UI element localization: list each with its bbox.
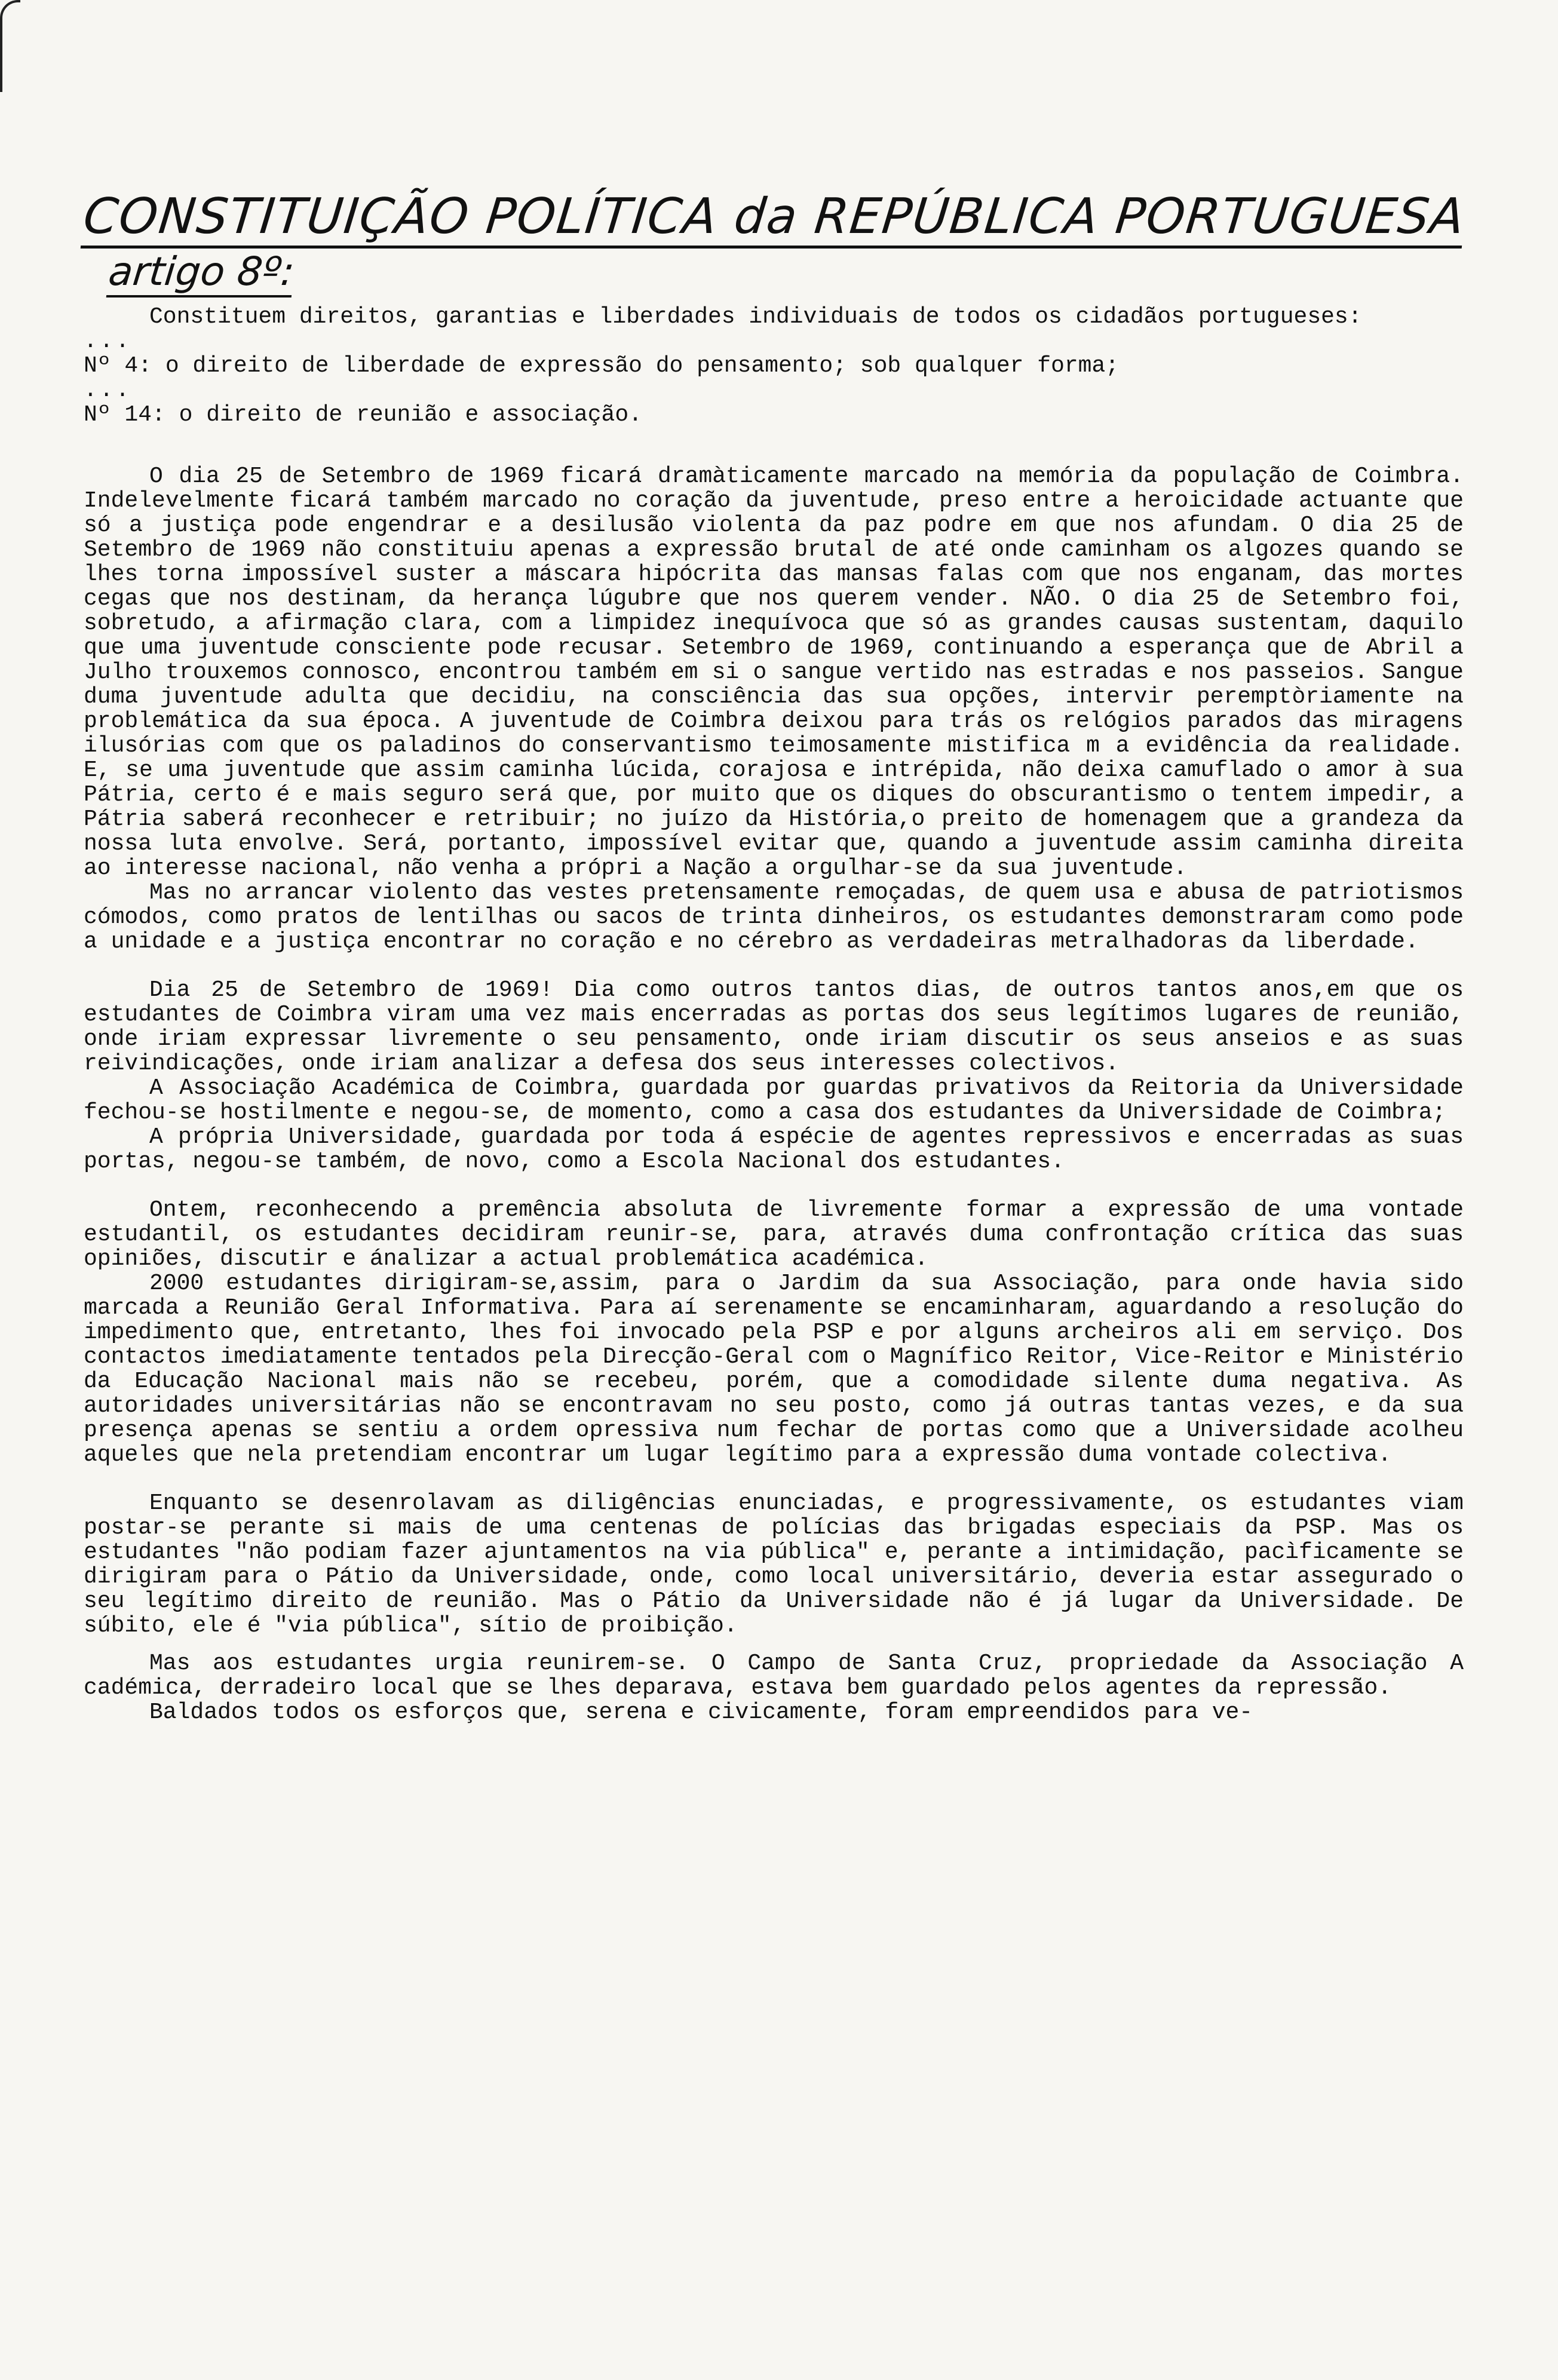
paragraph-9: Mas aos estudantes urgia reunirem-se. O Campo de Santa Cruz, propriedade da Associação A cadémica, derradeiro local que se lhes deparava, estava bem guardado pelos agentes da repressão. xyxy=(84,1651,1464,1701)
paragraph-3: Dia 25 de Setembro de 1969! Dia como outros tantos dias, de outros tantos anos,em que os estudantes de Coimbra viram uma vez mais encerradas as portas dos seus legítimos lugares de reunião, onde iriam expressar livremente o seu pensamento, onde iriam discutir os seus anseios e as suas reivindicações, onde iriam analizar a defesa dos seus interesses colectivos. xyxy=(84,977,1464,1076)
paragraph-6: Ontem, reconhecendo a premência absoluta de livremente formar a expressão de uma vontade estudantil, os estudantes decidiram reunir-se, para, através duma confrontação crítica das suas opiniões, discutir e ánalizar a actual problemática académica. xyxy=(84,1197,1464,1272)
paragraph-8: Enquanto se desenrolavam as diligências enunciadas, e progressivamente, os estudantes viam postar-se perante si mais de uma centenas de polícias das brigadas especiais da PSP. Mas os estudantes "não podiam fazer ajuntamentos na via pública" e, perante a intimidação, pacìficamente se dirigiram para o Pátio da Universidade, onde, como local universitário, deveria estar assegurado o seu legítimo direito de reunião. Mas o Pátio da Universidade não é já lugar da Universidade. De súbito, ele é "via pública", sítio de proibição. xyxy=(84,1490,1464,1639)
page-corner-mark xyxy=(0,0,20,92)
ellipsis-2: ... xyxy=(84,378,132,403)
ellipsis-1: ... xyxy=(84,329,132,354)
paragraph-10: Baldados todos os esforços que, serena e civicamente, foram empreendidos para ve- xyxy=(149,1700,1253,1725)
paragraph-4: A Associação Académica de Coimbra, guardada por guardas privativos da Reitoria da Universidade fechou-se hostilmente e negou-se, de momento, como a casa dos estudantes da Universidade de Coimbra; xyxy=(84,1075,1464,1125)
paragraph-1: O dia 25 de Setembro de 1969 ficará dramàticamente marcado na memória da população de Coimbra. Indelevelmente ficará também marcado no coração da juventude, preso entre a heroicidade actuante que só a justiça pode engendrar e a desilusão violenta da paz podre em que nos afundam. O dia 25 de Setembro de 1969 não constituiu apenas a expressão brutal de até onde caminham os algozes quando se lhes torna impossível suster a máscara hipócrita das mansas falas com que nos enganam, das mortes cegas que nos destinam, da herança lúgubre que nos querem vender. NÃO. O dia 25 de Setembro foi, sobretudo, a afirmação clara, com a limpidez inequívoca que só as grandes causas sustentam, daquilo que uma juventude consciente pode recusar. Setembro de 1969, continuando a esperança que de Abril a Julho trouxemos connosco, encontrou também em si o sangue vertido nas estradas e nos passeios. Sangue duma juventude adulta que decidiu, na consciência das sua opções, intervir peremptòriamente na problemática da sua época. A juventude de Coimbra deixou para trás os relógios parados das miragens ilusórias com que os paladinos do conservantismo teimosamente mistifica m a evidência da realidade. E, se uma juventude que assim caminha lúcida, corajosa e intrépida, não deixa camuflado o amor à sua Pátria, certo é e mais seguro será que, por muito que os diques do obscurantismo o tentem impedir, a Pátria saberá reconhecer e retribuir; no juízo da História,o preito de homenagem que a grandeza da nossa luta envolve. Será, portanto, impossível evitar que, quando a juventude assim caminha direita ao interesse nacional, não venha a própri a Nação a orgulhar-se da sua juventude. xyxy=(84,464,1464,881)
constitution-item-4: Nº 4: o direito de liberdade de expressão do pensamento; sob qualquer forma; xyxy=(84,353,1120,379)
article-heading: artigo 8º: xyxy=(106,249,297,298)
paragraph-2: Mas no arrancar violento das vestes pretensamente remoçadas, de quem usa e abusa de patriotismos cómodos, como pratos de lentilhas ou sacos de trinta dinheiros, os estudantes demonstraram como pode a unidade e a justiça encontrar no coração e no cérebro as verdadeiras metralhadoras da liberdade. xyxy=(84,880,1464,955)
paragraph-5: A própria Universidade, guardada por toda á espécie de agentes repressivos e encerradas as suas portas, negou-se também, de novo, como a Escola Nacional dos estudantes. xyxy=(84,1124,1464,1174)
constitution-intro: Constituem direitos, garantias e liberdades individuais de todos os cidadãos portugueses: xyxy=(149,304,1362,330)
document-body xyxy=(84,305,1464,1725)
paragraph-7: 2000 estudantes dirigiram-se,assim, para o Jardim da sua Associação, para onde havia sido marcada a Reunião Geral Informativa. Para aí serenamente se encaminharam, aguardando a resolução do impedimento que, entretanto, lhes foi invocado pela PSP e por alguns archeiros ali em serviço. Dos contactos imediatamente tentados pela Direcção-Geral com o Magnífico Reitor, Vice-Reitor e Ministério da Educação Nacional mais não se recebeu, porém, que a comodidade silente duma negativa. As autoridades universitárias não se encontravam no seu posto, como já outras tantas vezes, e da sua presença apenas se sentiu a ordem opressiva num fechar de portas como que a Universidade acolheu aqueles que nela pretendiam encontrar um lugar legítimo para a expressão duma vontade colectiva. xyxy=(84,1271,1464,1468)
constitution-item-14: Nº 14: o direito de reunião e associação. xyxy=(84,402,642,428)
title-block xyxy=(81,188,1468,298)
document-title: CONSTITUIÇÃO POLÍTICA da REPÚBLICA PORTUGUESA xyxy=(81,188,1468,249)
